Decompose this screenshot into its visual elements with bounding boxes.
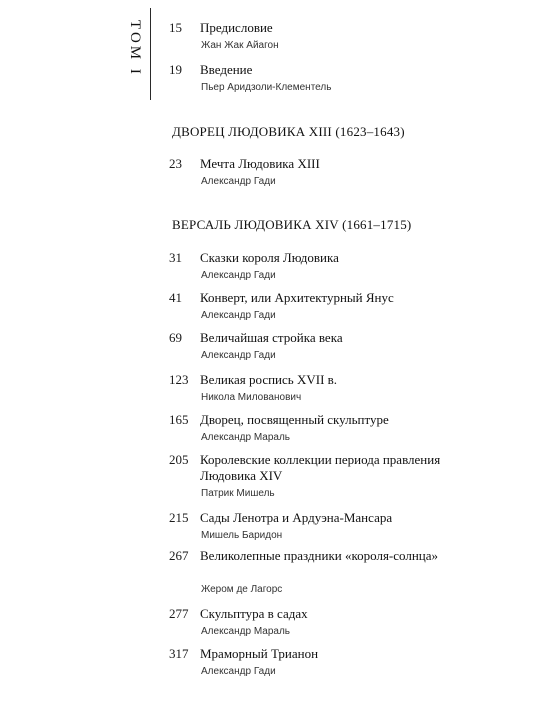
entry-author: Александр Мараль [201,432,290,443]
entry-title: Предисловие [200,20,273,35]
page-number: 165 [169,412,189,427]
entry-author: Жан Жак Айагон [201,40,279,51]
entry-author: Александр Гади [201,270,276,281]
page-number: 277 [169,606,189,621]
entry-title: Мраморный Трианон [200,646,319,661]
page-number: 23 [169,156,182,171]
section-heading: ВЕРСАЛЬ ЛЮДОВИКА XIV (1661–1715) [172,217,412,232]
page-number: 19 [169,62,182,77]
entry-author: Патрик Мишель [201,488,275,499]
section-heading: ДВОРЕЦ ЛЮДОВИКА XIII (1623–1643) [172,124,405,139]
entry-title: Мечта Людовика XIII [200,156,320,171]
entry-author: Никола Милованович [201,392,302,403]
entry-title: Королевские коллекции периода правления Людовика XIV [200,452,441,483]
entry-title: Величайшая стройка века [200,330,343,345]
entry-author: Пьер Аридзоли-Клементель [201,82,332,93]
page-number: 317 [169,646,189,661]
page-number: 31 [169,250,182,265]
page-number: 15 [169,20,182,35]
page-number: 41 [169,290,182,305]
entry-title: Введение [200,62,253,77]
entry-title: Сказки короля Людовика [200,250,339,265]
entry-title: Сады Ленотра и Ардуэна-Мансара [200,510,393,525]
entry-author: Александр Гади [201,350,276,361]
entry-title: Конверт, или Архитектурный Янус [200,290,394,305]
volume-label: ТОМ I [127,20,143,77]
entry-author: Александр Гади [201,176,276,187]
page-number: 205 [169,452,189,467]
entry-author: Александр Гади [201,310,276,321]
page-number: 215 [169,510,189,525]
entry-title: Дворец, посвященный скульптуре [200,412,389,427]
entry-author: Мишель Баридон [201,530,283,541]
entry-author: Александр Мараль [201,626,290,637]
page-number: 69 [169,330,182,345]
entry-title: Великолепные праздники «короля-солнца» [200,548,439,563]
entry-title: Великая роспись XVII в. [200,372,338,387]
entry-title: Скульптура в садах [200,606,308,621]
page-number: 267 [169,548,189,563]
entry-author: Жером де Лагорс [201,584,283,595]
page-number: 123 [169,372,189,387]
entry-author: Александр Гади [201,666,276,677]
